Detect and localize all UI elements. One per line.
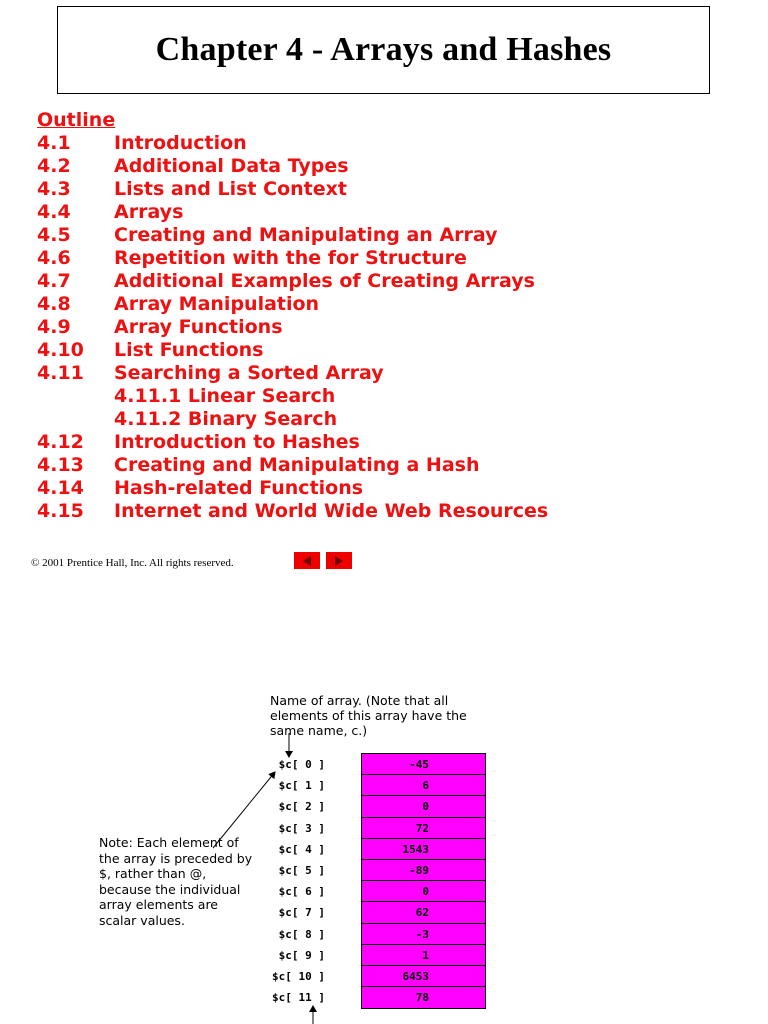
array-cell: 1 xyxy=(362,945,485,966)
outline-item-text: Arrays xyxy=(114,201,184,223)
array-index-label: $c[ 11 ] xyxy=(272,991,325,1005)
array-index-label: $c[ 1 ] xyxy=(278,779,325,793)
array-cell: -45 xyxy=(362,754,485,775)
scalar-note-text: Note: Each element of the array is preceded by $, rather than @, because the individual array elements are scalar values. xyxy=(99,835,253,928)
array-index-label: $c[ 3 ] xyxy=(278,821,325,835)
array-index-label: $c[ 4 ] xyxy=(278,842,325,856)
array-index-label: $c[ 5 ] xyxy=(278,863,325,877)
array-index-label: $c[ 9 ] xyxy=(278,948,325,962)
outline-item-number: 4.4 xyxy=(37,201,71,223)
array-cell: 0 xyxy=(362,796,485,817)
array-cell: -3 xyxy=(362,924,485,945)
outline-item-number: 4.15 xyxy=(37,500,84,522)
array-index-label: $c[ 7 ] xyxy=(278,906,325,920)
outline-item-text: Introduction to Hashes xyxy=(114,431,360,453)
outline-item-text: Additional Data Types xyxy=(114,155,349,177)
outline-item-text: 4.11.1 Linear Search xyxy=(114,385,336,407)
outline-item-number: 4.13 xyxy=(37,454,84,476)
outline-item-text: Searching a Sorted Array xyxy=(114,362,384,384)
dollar-arrow xyxy=(213,772,275,848)
array-cell: 1543 xyxy=(362,839,485,860)
outline-item-number: 4.14 xyxy=(37,477,84,499)
outline-item-number: 4.11 xyxy=(37,362,84,384)
copyright-notice: © 2001 Prentice Hall, Inc. All rights reserved. xyxy=(31,557,234,569)
outline-item-number: 4.3 xyxy=(37,178,71,200)
outline-item-text: Repetition with the for Structure xyxy=(114,247,467,269)
outline-heading: Outline xyxy=(37,109,116,131)
array-index-label: $c[ 8 ] xyxy=(278,927,325,941)
outline-item-number: 4.6 xyxy=(37,247,71,269)
array-cell: 0 xyxy=(362,881,485,902)
outline-item-text: Hash-related Functions xyxy=(114,477,364,499)
array-index-label: $c[ 6 ] xyxy=(278,885,325,899)
outline-item-text: 4.11.2 Binary Search xyxy=(114,408,338,430)
outline-item-text: Creating and Manipulating a Hash xyxy=(114,454,480,476)
array-index-label: $c[ 0 ] xyxy=(278,758,325,771)
outline-item-text: Array Manipulation xyxy=(114,293,320,315)
outline-item-number: 4.5 xyxy=(37,224,71,246)
outline-item-number: 4.8 xyxy=(37,293,71,315)
outline-item-text: Lists and List Context xyxy=(114,178,347,200)
page-title: Chapter 4 - Arrays and Hashes xyxy=(155,31,612,68)
array-cell: 6 xyxy=(362,775,485,796)
outline-item-number: 4.10 xyxy=(37,339,84,361)
outline-item-number: 4.1 xyxy=(37,132,71,154)
outline-item-text: Array Functions xyxy=(114,316,283,338)
array-cell: -89 xyxy=(362,860,485,881)
outline-item-number: 4.7 xyxy=(37,270,71,292)
array-index-label: $c[ 10 ] xyxy=(272,969,325,983)
outline-item-number: 4.9 xyxy=(37,316,71,338)
outline-item-text: Creating and Manipulating an Array xyxy=(114,224,498,246)
outline-item-text: List Functions xyxy=(114,339,264,361)
outline-item-number: 4.2 xyxy=(37,155,71,177)
outline-item-text: Additional Examples of Creating Arrays xyxy=(114,270,535,292)
array-index-label: $c[ 2 ] xyxy=(278,800,325,814)
array-name-note-text: Name of array. (Note that all elements of this array have the same name, c.) xyxy=(270,693,467,738)
array-cell: 62 xyxy=(362,902,485,923)
array-cell: 78 xyxy=(362,987,485,1008)
array-cell: 72 xyxy=(362,818,485,839)
array-cell: 6453 xyxy=(362,966,485,987)
outline-item-text: Introduction xyxy=(114,132,247,154)
outline-item-number: 4.12 xyxy=(37,431,84,453)
outline-item-text: Internet and World Wide Web Resources xyxy=(114,500,549,522)
